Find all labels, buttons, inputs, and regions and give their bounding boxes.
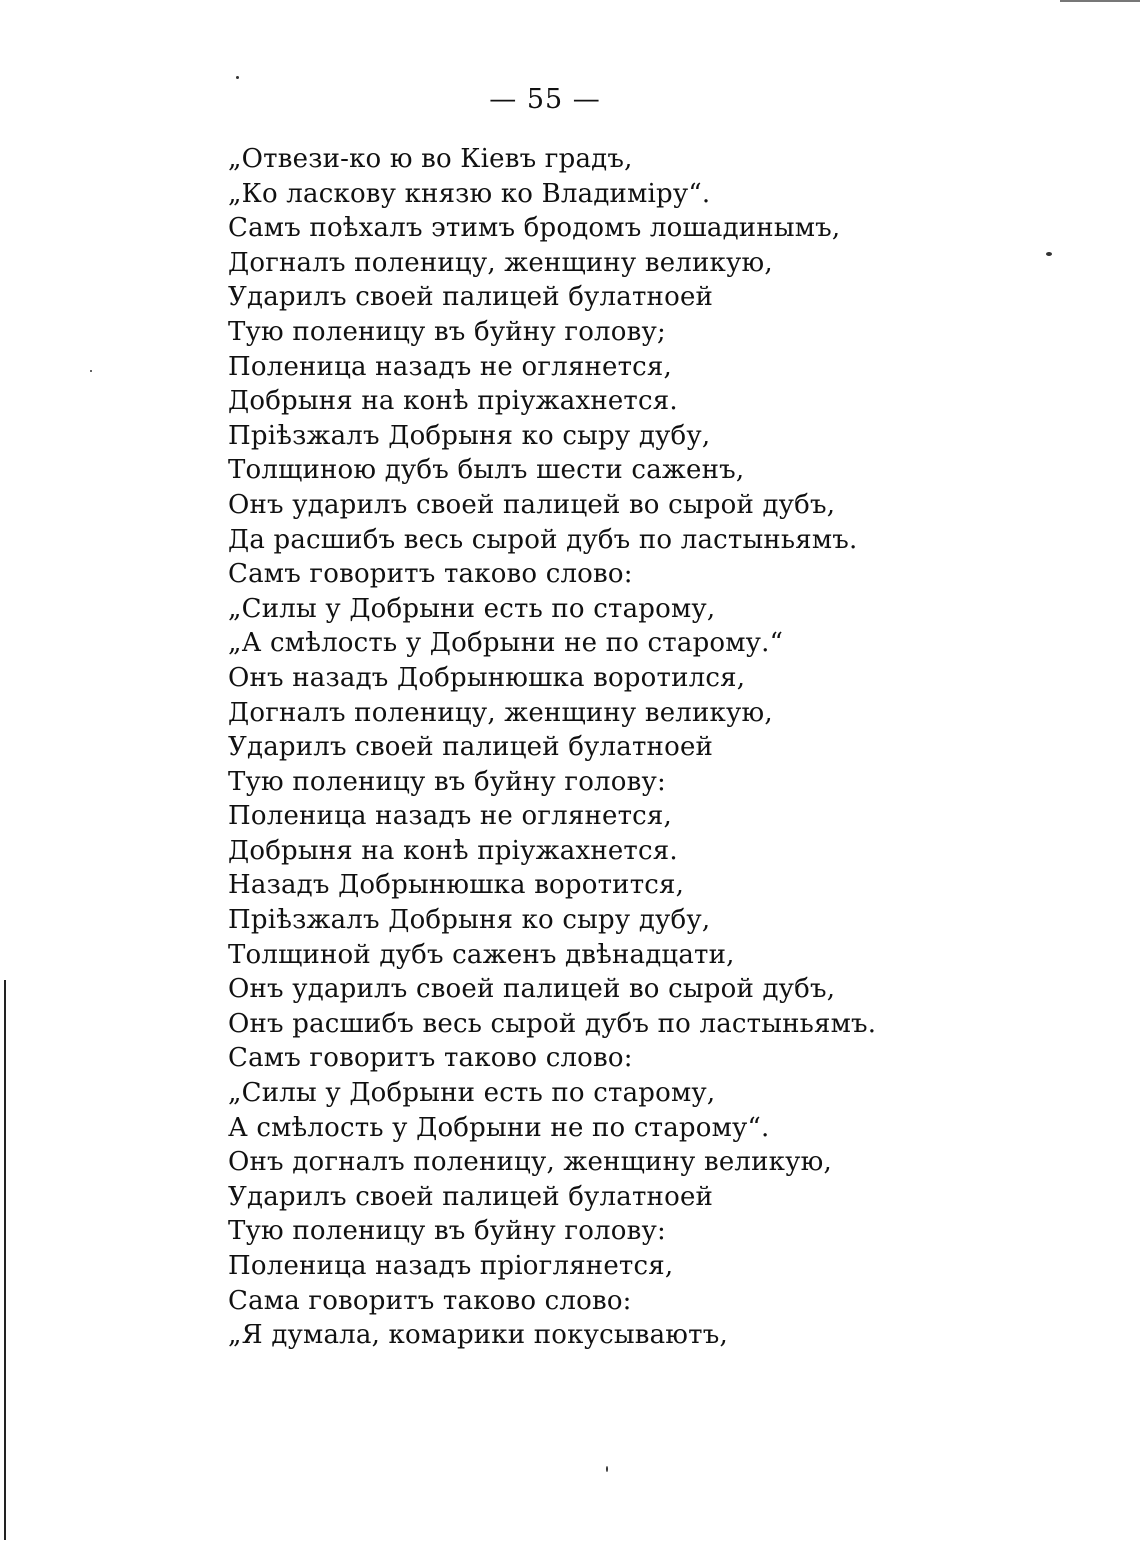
- poem-line: Онъ догналъ поленицу, женщину великую,: [228, 1147, 832, 1178]
- poem-line: Тую поленицу въ буйну голову:: [228, 766, 666, 797]
- poem-line: „Ко ласкову князю ко Владиміру“.: [228, 178, 711, 209]
- poem-line: Ударилъ своей палицей булатноей: [228, 732, 714, 763]
- poem-line: Сама говоритъ таково слово:: [228, 1285, 632, 1316]
- poem-line: Онъ ударилъ своей палицей во сырой дубъ,: [228, 974, 836, 1005]
- poem-line: Ударилъ своей палицей булатноей: [228, 282, 714, 313]
- scan-speck: [236, 76, 239, 79]
- poem-line: Пріѣзжалъ Добрыня ко сыру дубу,: [228, 905, 711, 936]
- poem-line: Догналъ поленицу, женщину великую,: [228, 697, 773, 728]
- poem-line: Онъ назадъ Добрынюшка воротился,: [228, 662, 746, 693]
- poem-line: Поленица назадъ не оглянется,: [228, 801, 673, 832]
- poem-line: „А смѣлость у Добрыни не по старому.“: [228, 628, 784, 659]
- poem-line: Онъ ударилъ своей палицей во сырой дубъ,: [228, 489, 836, 520]
- poem-line: „Силы у Добрыни есть по старому,: [228, 593, 716, 624]
- poem-line: Добрыня на конѣ пріужахнется.: [228, 386, 678, 417]
- poem-line: Поленица назадъ пріоглянется,: [228, 1251, 674, 1281]
- poem-line: А смѣлость у Добрыни не по старому“.: [228, 1112, 770, 1143]
- scan-speck: [90, 370, 92, 372]
- poem-line: „Отвези-ко ю во Кіевъ градъ,: [228, 144, 633, 174]
- poem-line: Тую поленицу въ буйну голову;: [228, 316, 666, 347]
- poem-line: Онъ расшибъ весь сырой дубъ по ластыньямъ.: [228, 1008, 877, 1039]
- poem-line: Толщиною дубъ былъ шести саженъ,: [228, 455, 745, 486]
- poem-line: Самъ говоритъ таково слово:: [228, 559, 633, 590]
- poem-line: Добрыня на конѣ пріужахнется.: [228, 835, 678, 866]
- page-number: — 55 —: [489, 84, 601, 115]
- poem-line: Толщиной дубъ саженъ двѣнадцати,: [228, 939, 735, 970]
- poem-line: Поленица назадъ не оглянется,: [228, 351, 673, 382]
- poem-line: Догналъ поленицу, женщину великую,: [228, 247, 773, 278]
- poem-text: [228, 142, 888, 1353]
- poem-line: Самъ говоритъ таково слово:: [228, 1043, 633, 1074]
- poem-line: Да расшибъ весь сырой дубъ по ластыньямъ.: [228, 524, 858, 555]
- poem-line: Тую поленицу въ буйну голову:: [228, 1216, 666, 1247]
- scan-speck: [1046, 252, 1052, 256]
- poem-line: „Я думала, комарики покусываютъ,: [228, 1320, 728, 1351]
- scan-edge-top: [1060, 0, 1140, 2]
- poem-line: Пріѣзжалъ Добрыня ко сыру дубу,: [228, 420, 711, 451]
- poem-line: Самъ поѣхалъ этимъ бродомъ лошадинымъ,: [228, 213, 841, 244]
- scan-speck: [606, 1466, 608, 1472]
- poem-line: „Силы у Добрыни есть по старому,: [228, 1078, 716, 1109]
- poem-line: Назадъ Добрынюшка воротится,: [228, 870, 685, 901]
- poem-line: Ударилъ своей палицей булатноей: [228, 1181, 714, 1212]
- scan-edge-left: [4, 980, 6, 1540]
